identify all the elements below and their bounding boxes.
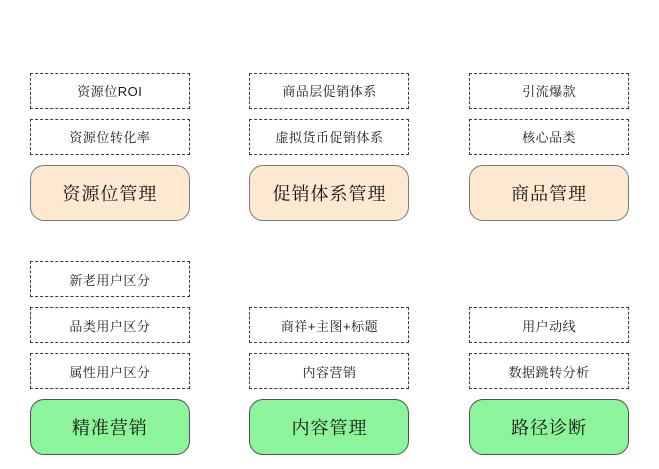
- group-resource-slot-management: [0, 0, 220, 235]
- main-node-product-management[interactable]: 商品管理: [469, 165, 629, 221]
- sub-item[interactable]: 品类用户区分: [30, 307, 190, 343]
- sub-item[interactable]: 数据跳转分析: [469, 353, 629, 389]
- main-node-resource-slot-management[interactable]: 资源位管理: [30, 165, 190, 221]
- sub-item[interactable]: 资源位ROI: [30, 73, 190, 109]
- group-product-management: [439, 0, 659, 235]
- group-path-diagnosis: [439, 235, 659, 469]
- main-node-promotion-system-management[interactable]: 促销体系管理: [249, 165, 409, 221]
- main-node-content-management[interactable]: 内容管理: [249, 399, 409, 455]
- group-content-management: [220, 235, 440, 469]
- group-precision-marketing: [0, 235, 220, 469]
- main-node-path-diagnosis[interactable]: 路径诊断: [469, 399, 629, 455]
- sub-item[interactable]: 属性用户区分: [30, 353, 190, 389]
- sub-item[interactable]: 核心品类: [469, 119, 629, 155]
- sub-item[interactable]: 虚拟货币促销体系: [249, 119, 409, 155]
- sub-item[interactable]: 商祥+主图+标题: [249, 307, 409, 343]
- sub-item[interactable]: 资源位转化率: [30, 119, 190, 155]
- group-promotion-system-management: [220, 0, 440, 235]
- main-node-precision-marketing[interactable]: 精准营销: [30, 399, 190, 455]
- sub-item[interactable]: 内容营销: [249, 353, 409, 389]
- sub-item[interactable]: 用户动线: [469, 307, 629, 343]
- sub-item[interactable]: 新老用户区分: [30, 261, 190, 297]
- sub-item[interactable]: 引流爆款: [469, 73, 629, 109]
- sub-item[interactable]: 商品层促销体系: [249, 73, 409, 109]
